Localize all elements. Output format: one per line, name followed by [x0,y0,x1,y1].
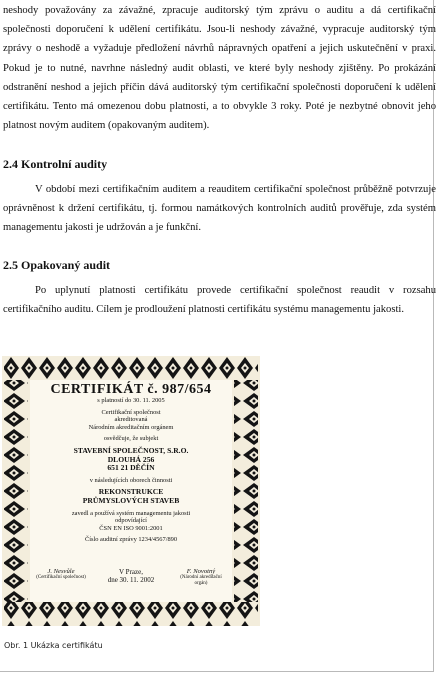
paragraph-opakovany-audit: Po uplynutí platnosti certifikátu provede certifikační společnost reaudit v rozsahu certifikačního auditu. Cílem je prodloužení platnosti certifikátu systému managementu jakosti. [3,285,436,316]
signature-right [174,568,228,586]
certificate-body [30,380,232,602]
place: V Praze, [119,568,143,576]
statement-standard: ČSN EN ISO 9001:2001 [99,524,163,532]
statement-line: odpovídající [115,517,147,525]
heading-kontrolni-audity: 2.4 Kontrolní audity [3,157,108,171]
company-name: STAVEBNÍ SPOLEČNOST, S.R.O. [73,445,189,455]
certificate-validity: s platností do 30. 11. 2005 [97,397,165,404]
paragraph-intro: neshody považovány za závažné, zpracuje auditorský tým zprávu o auditu a dá certifikační společnosti doporučení k udělení certifikátu. Jsou-li neshody závažné, vypracuje auditorský tým zprávy o neshodě a vyžaduje předložení návrhů nápravných opatření a jejich uskutečnění v praxi. Pokud je to nutné, navrhne následný audit oblasti, ve které byly neshody zjištěny. Po prokázání odstranění neshod a jejich příčin dává auditorský tým certifikační společnosti doporučení k udělení certifikátu. Tento má omezenou dobu platnosti, a to obvykle 3 roky. Poté je nezbytné obnovit jeho platnost novým auditem (opakovaným auditem). [3,5,436,132]
field-line: PRŮMYSLOVÝCH STAVEB [82,495,180,505]
certificate-title: CERTIFIKÁT č. 987/654 [50,382,212,397]
issuer-line: akreditovaná [114,416,148,424]
heading-opakovany-audit: 2.5 Opakovaný audit [3,258,111,272]
issuer-line: Národním akreditačním orgánem [88,423,174,431]
certificate-image [2,356,260,626]
signature-left [34,568,88,581]
signatures [30,568,232,598]
signer-right-role: (Národní akreditační orgán) [180,575,222,586]
signer-right-name: F. Novotný [186,568,216,575]
attests-text: osvědčuje, že subjekt [103,435,159,443]
place-date [100,568,162,584]
issuer-line: Certifikační společnost [101,408,161,416]
paragraph-kontrolni-audity: V období mezi certifikačním auditem a reauditem certifikační společnost průběžně potvrzuje oprávněnost k držení certifikátu, tj. formou namátkových kontrolních auditů prověřuje, zda systém managementu jakosti je udržován a je funkční. [3,184,436,234]
company-street: DLOUHÁ 256 [107,454,155,464]
field-line: REKONSTRUKCE [98,487,164,497]
figure-caption: Obr. 1 Ukázka certifikátu [4,641,103,650]
signer-left-name: J. Nesvůle [47,568,75,575]
statement-line: zavedl a používá systém managementu jakosti [71,509,191,517]
report-number: Číslo auditní zprávy 1234/4567/890 [84,536,178,544]
company-city: 651 21 DĚČÍN [107,463,155,473]
date: dne 30. 11. 2002 [107,576,155,584]
fields-intro: v následujících oborech činnosti [89,476,173,484]
signer-left-role: (Certifikační společnost) [36,575,86,580]
